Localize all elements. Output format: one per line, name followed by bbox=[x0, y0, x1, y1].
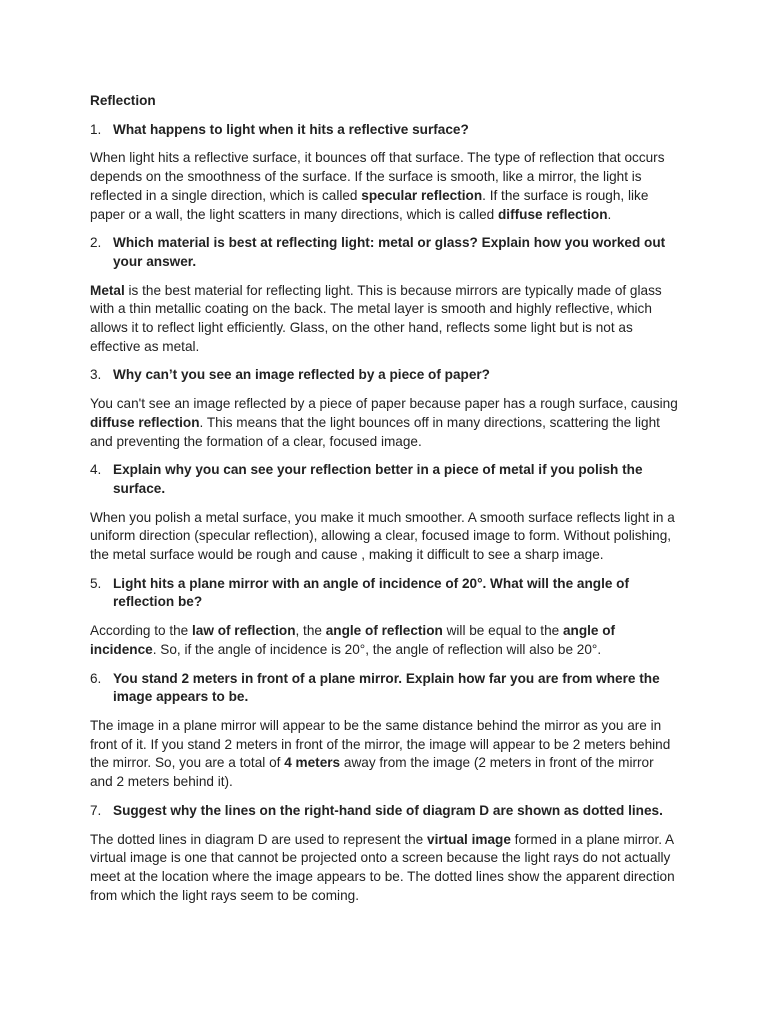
answer-text: When you polish a metal surface, you make it much smoother. A smooth surface reflects light in a uniform direction (specular reflection), allowing a clear, focused image to form. Without polishing, the metal surface would be rough and cause , making it difficult to see a sharp image. bbox=[90, 509, 675, 563]
answer-text: You can't see an image reflected by a piece of paper because paper has a rough surface, causing bbox=[90, 396, 678, 412]
answer-text: , the bbox=[295, 623, 326, 639]
answer-5 bbox=[90, 622, 680, 659]
answer-text: . So, if the angle of incidence is 20°, the angle of reflection will also be 20°. bbox=[152, 641, 602, 657]
answer-text: . If the surface is rough, like paper or a wall, the light scatters in many directions, which is called bbox=[90, 187, 649, 222]
answer-bold-text: diffuse reflection bbox=[90, 414, 200, 430]
question-2 bbox=[90, 234, 680, 271]
answer-text: When light hits a reflective surface, it bounces off that surface. The type of reflection that occurs depends on the smoothness of the surface. If the surface is smooth, like a mirror, the light is reflected in a single direction, which is called bbox=[90, 150, 665, 203]
question-number: 6. bbox=[90, 670, 102, 686]
answer-4 bbox=[90, 509, 680, 565]
answer-text: will be equal to the bbox=[442, 623, 563, 639]
question-number: 7. bbox=[90, 802, 102, 818]
question-1 bbox=[90, 121, 680, 140]
question-4 bbox=[90, 461, 680, 498]
answer-bold-text: specular reflection bbox=[361, 187, 483, 203]
document-title: Reflection bbox=[90, 93, 156, 108]
answer-text: is the best material for reflecting light. This is because mirrors are typically made of glass with a thin metallic coating on the back. The metal layer is smooth and highly reflective, which allows it to reflect light efficiently. Glass, on the other hand, reflects some light but is not as effective as metal. bbox=[90, 282, 662, 354]
answer-bold-text: law of reflection bbox=[192, 623, 296, 639]
answer-text: . This means that the light bounces off in many directions, scattering the light and preventing the formation of a clear, focused image. bbox=[90, 414, 660, 449]
answer-bold-text: diffuse reflection bbox=[498, 206, 608, 222]
answer-3 bbox=[90, 395, 680, 451]
question-7 bbox=[90, 802, 680, 821]
answer-1 bbox=[90, 149, 680, 224]
answer-bold-text: angle of incidence bbox=[90, 623, 616, 657]
question-text: Light hits a plane mirror with an angle of incidence of 20°. What will the angle of reflection be? bbox=[113, 575, 630, 610]
question-3 bbox=[90, 366, 680, 385]
answer-text: formed in a plane mirror. A virtual image is one that cannot be projected onto a screen because the light rays do not actually meet at the location where the image appears to be. The dotted lines show the apparent direction from which the light rays seem to be coming. bbox=[90, 831, 675, 903]
answer-bold-text: Metal bbox=[90, 282, 125, 298]
answer-bold-text: virtual image bbox=[427, 831, 511, 847]
answer-6 bbox=[90, 717, 680, 792]
answer-7 bbox=[90, 831, 680, 906]
answer-text: The image in a plane mirror will appear to be the same distance behind the mirror as you are in front of it. If you stand 2 meters in front of the mirror, the image will appear to be 2 meters behind the mirror. So, you are a total of bbox=[90, 717, 671, 771]
question-number: 3. bbox=[90, 367, 102, 383]
question-text: Explain why you can see your reflection better in a piece of metal if you polish the surface. bbox=[113, 462, 643, 496]
question-text: Which material is best at reflecting light: metal or glass? Explain how you worked out your answer. bbox=[113, 235, 666, 269]
answer-text: away from the image (2 meters in front of the mirror and 2 meters behind it). bbox=[90, 755, 654, 790]
question-text: What happens to light when it hits a reflective surface? bbox=[113, 121, 469, 137]
answer-text: According to the bbox=[90, 623, 193, 639]
answer-bold-text: 4 meters bbox=[284, 755, 341, 771]
question-text: You stand 2 meters in front of a plane mirror. Explain how far you are from where the image appears to be. bbox=[113, 670, 660, 705]
question-5 bbox=[90, 575, 680, 612]
question-6 bbox=[90, 670, 680, 707]
answer-bold-text: angle of reflection bbox=[325, 623, 443, 639]
answer-2 bbox=[90, 282, 680, 357]
question-text: Suggest why the lines on the right-hand side of diagram D are shown as dotted lines. bbox=[113, 802, 663, 818]
question-text: Why can’t you see an image reflected by a piece of paper? bbox=[113, 367, 490, 383]
document-body bbox=[90, 92, 680, 915]
question-number: 1. bbox=[90, 121, 102, 137]
question-number: 2. bbox=[90, 235, 102, 251]
answer-text: . bbox=[607, 206, 612, 222]
question-number: 5. bbox=[90, 575, 102, 591]
question-number: 4. bbox=[90, 462, 102, 478]
answer-text: The dotted lines in diagram D are used to represent the bbox=[90, 831, 428, 847]
